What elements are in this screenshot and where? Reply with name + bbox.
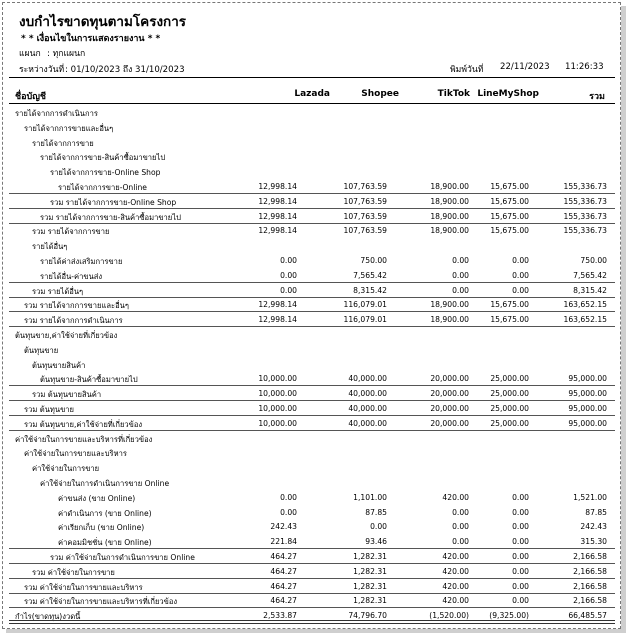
cell-linemyshop: 0.00 bbox=[512, 596, 529, 606]
cell-tiktok: 20,000.00 bbox=[430, 374, 469, 384]
table-row bbox=[3, 550, 622, 564]
table-row bbox=[3, 106, 622, 120]
cell-linemyshop: 0.00 bbox=[512, 507, 529, 517]
cell-tiktok: 18,900.00 bbox=[430, 182, 469, 191]
cell-linemyshop: 15,675.00 bbox=[490, 211, 529, 221]
cell-total: 155,336.73 bbox=[563, 196, 607, 206]
row-label: ค่าใช้จ่ายในการขายและบริหารที่เกี่ยวข้อง bbox=[15, 434, 153, 444]
cell-lazada: 12,998.14 bbox=[258, 226, 297, 236]
row-label: ค่าขนส่ง (ขาย Online) bbox=[58, 493, 136, 503]
row-label: ต้นทุนขายสินค้า bbox=[32, 360, 86, 370]
table-row bbox=[3, 195, 622, 209]
table-row bbox=[3, 254, 622, 268]
cell-lazada: 12,998.14 bbox=[258, 196, 297, 206]
cell-shopee: 1,101.00 bbox=[353, 492, 387, 502]
cell-total: 155,336.73 bbox=[563, 211, 607, 221]
header-bottom-rule bbox=[9, 103, 615, 104]
cell-shopee: 107,763.59 bbox=[343, 196, 387, 206]
row-label: รวม ต้นทุนขาย bbox=[24, 405, 74, 414]
report-condition: * * เงื่อนไขในการแสดงรายงาน * * bbox=[21, 34, 161, 44]
row-label: รวม รายได้อื่นๆ bbox=[32, 286, 84, 296]
cell-tiktok: 0.00 bbox=[452, 507, 469, 517]
table-row bbox=[3, 180, 622, 194]
cell-shopee: 116,079.01 bbox=[343, 300, 387, 310]
period-label: ระหว่างวันที่ bbox=[19, 65, 65, 75]
cell-total: 163,652.15 bbox=[563, 315, 607, 325]
row-label: ค่าเรียกเก็บ (ขาย Online) bbox=[58, 523, 145, 533]
row-label: รายได้อื่นๆ bbox=[32, 242, 68, 252]
table-row bbox=[3, 594, 622, 608]
row-label: รายได้จากการขาย bbox=[32, 138, 94, 148]
table-row bbox=[3, 432, 622, 446]
cell-linemyshop: 0.00 bbox=[512, 285, 529, 295]
table-row bbox=[3, 535, 622, 549]
cell-shopee: 1,282.31 bbox=[353, 552, 387, 561]
cell-total: 1,521.00 bbox=[573, 492, 607, 502]
table-row bbox=[3, 565, 622, 579]
column-header-linemyshop: LineMyShop bbox=[477, 89, 539, 99]
table-row bbox=[3, 239, 622, 253]
cell-lazada: 12,998.14 bbox=[258, 315, 297, 325]
cell-total: 95,000.00 bbox=[568, 418, 607, 428]
row-label: รายได้จากการขาย-Online Shop bbox=[50, 168, 161, 178]
cell-linemyshop: 25,000.00 bbox=[490, 374, 529, 384]
column-header-account: ชื่อบัญชี bbox=[15, 92, 47, 102]
report-page bbox=[2, 2, 621, 629]
cell-total: 242.43 bbox=[580, 522, 607, 532]
row-label: ต้นทุนขาย bbox=[24, 345, 59, 355]
cell-lazada: 10,000.00 bbox=[258, 374, 297, 384]
row-label: รายได้จากการดำเนินการ bbox=[15, 109, 98, 118]
table-row bbox=[3, 358, 622, 372]
cell-linemyshop: 15,675.00 bbox=[490, 300, 529, 310]
cell-lazada: 242.43 bbox=[270, 522, 297, 532]
row-label: รายได้จากการขายและอื่นๆ bbox=[24, 123, 114, 133]
cell-tiktok: 0.00 bbox=[452, 537, 469, 547]
cell-lazada: 464.27 bbox=[270, 552, 297, 561]
table-row bbox=[3, 417, 622, 431]
cell-lazada: 10,000.00 bbox=[258, 389, 297, 399]
row-label: รวม ต้นทุนขายสินค้า bbox=[32, 390, 102, 400]
department-value: : ทุกแผนก bbox=[47, 49, 86, 59]
cell-shopee: 7,565.42 bbox=[353, 270, 387, 280]
table-row bbox=[3, 461, 622, 475]
cell-lazada: 0.00 bbox=[280, 256, 297, 265]
cell-total: 95,000.00 bbox=[568, 389, 607, 399]
row-label: รวม ค่าใช้จ่ายในการขายและบริหาร bbox=[24, 582, 143, 592]
cell-tiktok: 420.00 bbox=[442, 552, 469, 561]
cell-tiktok: 20,000.00 bbox=[430, 389, 469, 399]
header-top-rule bbox=[9, 77, 615, 78]
cell-shopee: 1,282.31 bbox=[353, 596, 387, 606]
cell-total: 87.85 bbox=[585, 507, 607, 517]
cell-lazada: 12,998.14 bbox=[258, 211, 297, 221]
cell-linemyshop: 0.00 bbox=[512, 256, 529, 265]
row-label: รายได้ค่าส่งเสริมการขาย bbox=[40, 257, 123, 266]
table-row bbox=[3, 269, 622, 283]
cell-shopee: 40,000.00 bbox=[348, 404, 387, 413]
table-row bbox=[3, 284, 622, 298]
page-shadow-bottom bbox=[6, 629, 626, 633]
cell-total: 2,166.58 bbox=[573, 566, 607, 576]
cell-total: 95,000.00 bbox=[568, 374, 607, 384]
cell-lazada: 464.27 bbox=[270, 596, 297, 606]
row-label: รวม รายได้จากการขาย-Online Shop bbox=[50, 197, 177, 207]
cell-tiktok: 18,900.00 bbox=[430, 226, 469, 236]
table-row bbox=[3, 121, 622, 135]
cell-lazada: 12,998.14 bbox=[258, 300, 297, 310]
cell-tiktok: 420.00 bbox=[442, 581, 469, 591]
table-row bbox=[3, 313, 622, 327]
cell-shopee: 40,000.00 bbox=[348, 374, 387, 384]
cell-lazada: 221.84 bbox=[270, 537, 297, 547]
cell-linemyshop: 0.00 bbox=[512, 522, 529, 532]
period-value: : 01/10/2023 ถึง 31/10/2023 bbox=[65, 65, 185, 75]
cell-total: 7,565.42 bbox=[573, 270, 607, 280]
cell-linemyshop: 15,675.00 bbox=[490, 315, 529, 325]
row-label: รวม รายได้จากการขาย bbox=[32, 227, 110, 237]
row-label: รายได้จากการขาย-สินค้าซื้อมาขายไป bbox=[40, 153, 166, 163]
column-header-total: รวม bbox=[589, 92, 605, 102]
cell-linemyshop: 0.00 bbox=[512, 492, 529, 502]
department-label: แผนก bbox=[19, 49, 41, 59]
table-row bbox=[3, 165, 622, 179]
cell-tiktok: 0.00 bbox=[452, 522, 469, 532]
cell-lazada: 464.27 bbox=[270, 581, 297, 591]
cell-total: 2,166.58 bbox=[573, 596, 607, 606]
cell-total: 155,336.73 bbox=[563, 226, 607, 236]
cell-shopee: 750.00 bbox=[360, 256, 387, 265]
print-date-label: พิมพ์วันที่ bbox=[450, 65, 484, 75]
cell-shopee: 1,282.31 bbox=[353, 581, 387, 591]
cell-total: 66,485.57 bbox=[568, 611, 607, 621]
cell-linemyshop: 25,000.00 bbox=[490, 418, 529, 428]
cell-total: 155,336.73 bbox=[563, 182, 607, 191]
cell-total: 8,315.42 bbox=[573, 285, 607, 295]
cell-tiktok: 420.00 bbox=[442, 492, 469, 502]
row-label: รายได้จากการขาย-Online bbox=[58, 183, 147, 192]
cell-linemyshop: (9,325.00) bbox=[489, 611, 529, 621]
cell-linemyshop: 0.00 bbox=[512, 552, 529, 561]
row-label: รายได้อื่น-ค่าขนส่ง bbox=[40, 271, 103, 281]
row-label: รวม ต้นทุนขาย,ค่าใช้จ่ายที่เกี่ยวข้อง bbox=[24, 419, 143, 429]
cell-linemyshop: 0.00 bbox=[512, 581, 529, 591]
row-label: รวม ค่าใช้จ่ายในการดำเนินการขาย Online bbox=[50, 553, 195, 562]
table-row bbox=[3, 520, 622, 534]
cell-linemyshop: 25,000.00 bbox=[490, 404, 529, 413]
cell-total: 95,000.00 bbox=[568, 404, 607, 413]
cell-lazada: 0.00 bbox=[280, 270, 297, 280]
cell-lazada: 0.00 bbox=[280, 492, 297, 502]
cell-linemyshop: 15,675.00 bbox=[490, 226, 529, 236]
row-label: ค่าคอมมิชชั่น (ขาย Online) bbox=[58, 538, 152, 548]
row-label: ต้นทุนขาย-สินค้าซื้อมาขายไป bbox=[40, 375, 138, 385]
cell-lazada: 2,533.87 bbox=[263, 611, 297, 621]
print-time: 11:26:33 bbox=[565, 62, 604, 72]
row-label: รวม ค่าใช้จ่ายในการขายและบริหารที่เกี่ยวข้อง bbox=[24, 597, 178, 607]
cell-lazada: 0.00 bbox=[280, 285, 297, 295]
cell-total: 2,166.58 bbox=[573, 581, 607, 591]
cell-shopee: 74,796.70 bbox=[348, 611, 387, 621]
cell-linemyshop: 0.00 bbox=[512, 566, 529, 576]
cell-tiktok: 420.00 bbox=[442, 596, 469, 606]
cell-shopee: 107,763.59 bbox=[343, 211, 387, 221]
table-row bbox=[3, 343, 622, 357]
row-label: กำไร(ขาดทุน)งวดนี้ bbox=[15, 612, 81, 622]
row-label: รวม รายได้จากการขาย-สินค้าซื้อมาขายไป bbox=[40, 212, 181, 222]
table-row bbox=[3, 372, 622, 386]
cell-tiktok: 420.00 bbox=[442, 566, 469, 576]
cell-shopee: 8,315.42 bbox=[353, 285, 387, 295]
row-label: ค่าใช้จ่ายในการขายและบริหาร bbox=[24, 449, 127, 459]
cell-total: 315.30 bbox=[580, 537, 607, 547]
cell-tiktok: 0.00 bbox=[452, 256, 469, 265]
table-row bbox=[3, 446, 622, 460]
row-label: ต้นทุนขาย,ค่าใช้จ่ายที่เกี่ยวข้อง bbox=[15, 331, 118, 340]
column-header-tiktok: TikTok bbox=[437, 89, 470, 99]
table-row bbox=[3, 224, 622, 238]
cell-tiktok: 20,000.00 bbox=[430, 418, 469, 428]
print-date: 22/11/2023 bbox=[500, 62, 550, 72]
table-row bbox=[3, 150, 622, 164]
column-header-lazada: Lazada bbox=[294, 89, 330, 99]
cell-lazada: 12,998.14 bbox=[258, 182, 297, 191]
cell-shopee: 93.46 bbox=[365, 537, 387, 547]
cell-linemyshop: 25,000.00 bbox=[490, 389, 529, 399]
row-label: ค่าใช้จ่ายในการขาย bbox=[32, 464, 100, 474]
cell-tiktok: 0.00 bbox=[452, 285, 469, 295]
table-row bbox=[3, 609, 622, 623]
cell-shopee: 0.00 bbox=[370, 522, 387, 532]
table-row bbox=[3, 402, 622, 416]
cell-shopee: 40,000.00 bbox=[348, 418, 387, 428]
cell-linemyshop: 15,675.00 bbox=[490, 196, 529, 206]
cell-tiktok: 18,900.00 bbox=[430, 300, 469, 310]
cell-lazada: 10,000.00 bbox=[258, 418, 297, 428]
cell-shopee: 107,763.59 bbox=[343, 182, 387, 191]
row-label: รวม ค่าใช้จ่ายในการขาย bbox=[32, 567, 115, 577]
row-label: ค่าดำเนินการ (ขาย Online) bbox=[58, 508, 152, 518]
table-row bbox=[3, 298, 622, 312]
cell-total: 163,652.15 bbox=[563, 300, 607, 310]
cell-shopee: 116,079.01 bbox=[343, 315, 387, 325]
cell-shopee: 87.85 bbox=[365, 507, 387, 517]
cell-lazada: 464.27 bbox=[270, 566, 297, 576]
table-row bbox=[3, 580, 622, 594]
cell-linemyshop: 15,675.00 bbox=[490, 182, 529, 191]
cell-lazada: 10,000.00 bbox=[258, 404, 297, 413]
cell-total: 750.00 bbox=[580, 256, 607, 265]
table-row bbox=[3, 210, 622, 224]
table-row bbox=[3, 491, 622, 505]
table-row bbox=[3, 328, 622, 342]
column-header-shopee: Shopee bbox=[361, 89, 399, 99]
table-row bbox=[3, 476, 622, 490]
cell-shopee: 40,000.00 bbox=[348, 389, 387, 399]
table-row bbox=[3, 136, 622, 150]
cell-linemyshop: 0.00 bbox=[512, 270, 529, 280]
cell-total: 2,166.58 bbox=[573, 552, 607, 561]
report-title: งบกำไรขาดทุนตามโครงการ bbox=[19, 14, 187, 30]
table-row bbox=[3, 506, 622, 520]
cell-tiktok: (1,520.00) bbox=[429, 611, 469, 621]
row-label: รวม รายได้จากการขายและอื่นๆ bbox=[24, 301, 129, 311]
cell-tiktok: 18,900.00 bbox=[430, 211, 469, 221]
cell-tiktok: 18,900.00 bbox=[430, 196, 469, 206]
cell-tiktok: 0.00 bbox=[452, 270, 469, 280]
cell-tiktok: 18,900.00 bbox=[430, 315, 469, 325]
row-label: ค่าใช้จ่ายในการดำเนินการขาย Online bbox=[40, 479, 170, 488]
cell-tiktok: 20,000.00 bbox=[430, 404, 469, 413]
row-label: รวม รายได้จากการดำเนินการ bbox=[24, 316, 123, 326]
cell-shopee: 1,282.31 bbox=[353, 566, 387, 576]
cell-lazada: 0.00 bbox=[280, 507, 297, 517]
table-row bbox=[3, 387, 622, 401]
cell-shopee: 107,763.59 bbox=[343, 226, 387, 236]
cell-linemyshop: 0.00 bbox=[512, 537, 529, 547]
